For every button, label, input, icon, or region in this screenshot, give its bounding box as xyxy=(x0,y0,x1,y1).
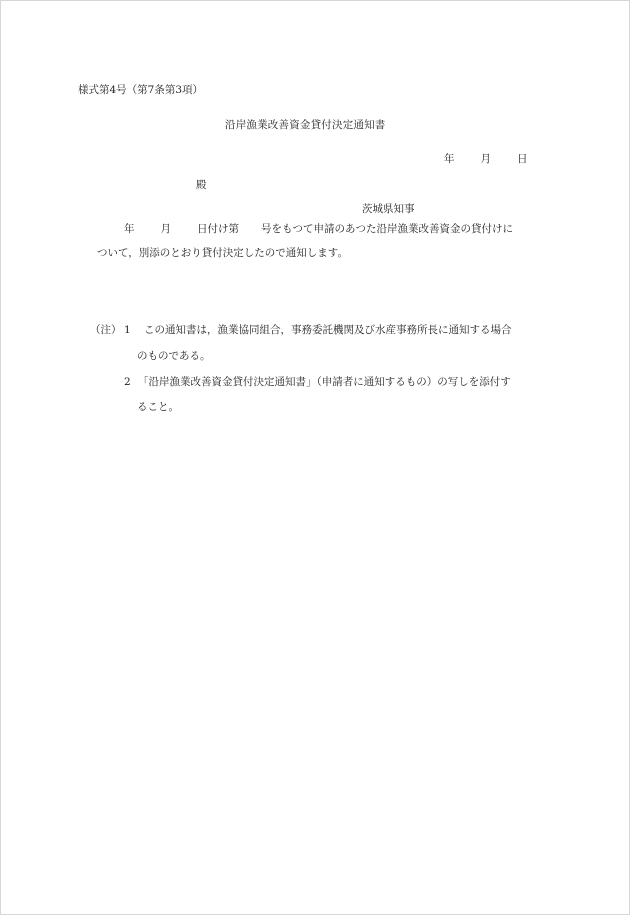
note-label: （注） xyxy=(90,324,122,336)
date-year-label: 年 xyxy=(444,153,455,165)
date-line xyxy=(444,154,528,165)
form-label: 様式第4号（第7条第3項） xyxy=(78,84,204,96)
body-paragraph-line2: ついて，別添のとおり貸付決定したので通知します。 xyxy=(97,247,348,259)
addressee-suffix: 殿 xyxy=(196,179,207,191)
body-paragraph-line1 xyxy=(124,224,513,235)
sender: 茨城県知事 xyxy=(362,203,415,215)
document-title: 沿岸漁業改善資金貸付決定通知書 xyxy=(225,119,386,131)
body-line1-text: 号をもつて申請のあつた沿岸漁業改善資金の貸付けに xyxy=(261,223,513,235)
date-day-label: 日 xyxy=(517,153,528,165)
note-number: 2 xyxy=(124,376,131,388)
note-text-line: のものである。 xyxy=(137,350,211,362)
date-month-label: 月 xyxy=(480,153,491,165)
note-text-line: この通知書は，漁業協同組合，事務委託機関及び水産事務所長に通知する場合 xyxy=(144,324,512,336)
note-number: 1 xyxy=(124,324,131,336)
body-day-dated-label: 日付け第 xyxy=(197,223,239,235)
note-text-line: 「沿岸漁業改善資金貸付決定通知書」（申請者に通知するもの）の写しを添付す xyxy=(138,376,511,388)
body-year-label: 年 xyxy=(124,223,135,235)
body-month-label: 月 xyxy=(160,223,171,235)
note-text-line: ること。 xyxy=(137,401,179,413)
